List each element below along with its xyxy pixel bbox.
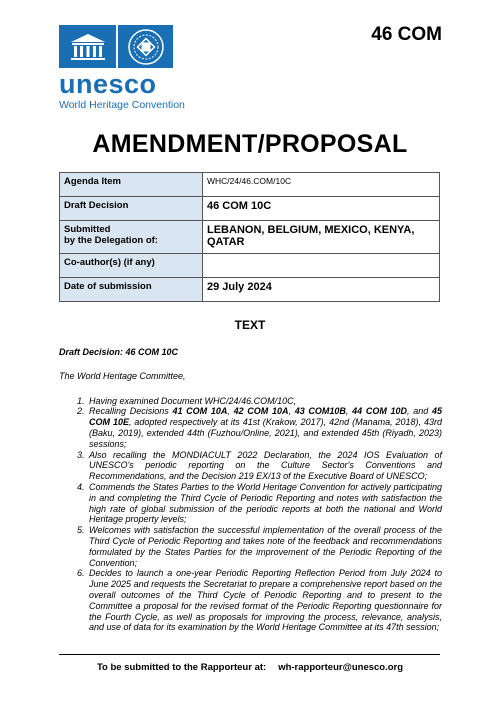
section-heading: TEXT xyxy=(234,318,266,332)
table-row xyxy=(60,254,440,278)
co-authors-value xyxy=(203,254,440,278)
date-of-submission-value: 29 July 2024 xyxy=(203,278,440,302)
session-reference: 46 COM xyxy=(371,24,442,45)
list-item: 1. Having examined Document WHC/24/46.COM/10C, xyxy=(87,396,442,407)
list-item: 6. Decides to launch a one-year Periodic Reporting Reflection Period from July 2024 to June 2025 and requests the Secretariat to prepare a comprehensive report based on the overall outcomes of the Third Cycle of Periodic Reporting and to present to the Committee a proposal for the revised format of the Periodic Reporting questionnaire for the Fourth Cycle, as well as proposals for improving the process, relevance, analysis, and use of data for its examination by the World Heritage Committee at its 47th session; xyxy=(87,568,442,633)
submission-info-table xyxy=(59,172,440,302)
table-row xyxy=(60,197,440,221)
table-row xyxy=(60,221,440,254)
list-item: 4. Commends the States Parties to the World Heritage Convention for actively participating in and completing the Third Cycle of Periodic Reporting and notes with satisfaction the high rate of global submission of the periodic reports at both the national and World Heritage property levels; xyxy=(87,482,442,525)
page-title: AMENDMENT/PROPOSAL xyxy=(92,130,408,158)
draft-decision-label: Draft Decision xyxy=(60,197,203,221)
date-of-submission-label: Date of submission xyxy=(60,278,203,302)
decision-list xyxy=(59,396,442,634)
draft-decision-value: 46 COM 10C xyxy=(203,197,440,221)
footer-divider xyxy=(59,654,440,655)
submitted-by-value: LEBANON, BELGIUM, MEXICO, KENYA, QATAR xyxy=(203,221,440,254)
agenda-item-label: Agenda Item xyxy=(60,173,203,197)
list-item: 3. Also recalling the MONDIACULT 2022 Declaration, the 2024 IOS Evaluation of UNESCO's periodic reporting on the Culture Sector's Conventions and Recommendations, and the Decision 219 EX/13 of the Executive Board of UNESCO; xyxy=(87,450,442,482)
temple-icon xyxy=(59,25,116,68)
decision-text xyxy=(59,347,442,633)
unesco-logo xyxy=(59,25,185,111)
rapporteur-email-link[interactable]: wh-rapporteur@unesco.org xyxy=(278,662,404,673)
footer xyxy=(0,662,500,673)
co-authors-label: Co-author(s) (if any) xyxy=(60,254,203,278)
footer-label: To be submitted to the Rapporteur at: xyxy=(96,662,267,673)
table-row xyxy=(60,278,440,302)
world-heritage-convention-label: World Heritage Convention xyxy=(59,99,185,111)
intro-line: The World Heritage Committee, xyxy=(59,370,186,381)
table-row xyxy=(60,173,440,197)
list-item: 5. Welcomes with satisfaction the successful implementation of the overall process of the Third Cycle of Periodic Reporting and takes note of the feedback and recommendations formulated by the States Parties for the improvement of the Periodic Reporting of the Convention; xyxy=(87,525,442,568)
agenda-item-value: WHC/24/46.COM/10C xyxy=(203,173,440,197)
world-heritage-emblem-icon xyxy=(118,25,173,68)
submitted-by-label: Submitted by the Delegation of: xyxy=(60,221,203,254)
list-item: 2. Recalling Decisions 41 COM 10A, 42 COM 10A, 43 COM10B, 44 COM 10D, and 45 COM 10E, adopted respectively at its 41st (Krakow, 2017), 42nd (Manama, 2018), 43rd (Baku, 2019), extended 44th (Fuzhou/Online, 2021), and extended 45th (Riyadh, 2023) sessions; xyxy=(87,406,442,449)
unesco-wordmark: unesco xyxy=(59,69,157,99)
draft-decision-line: Draft Decision: 46 COM 10C xyxy=(59,347,179,357)
